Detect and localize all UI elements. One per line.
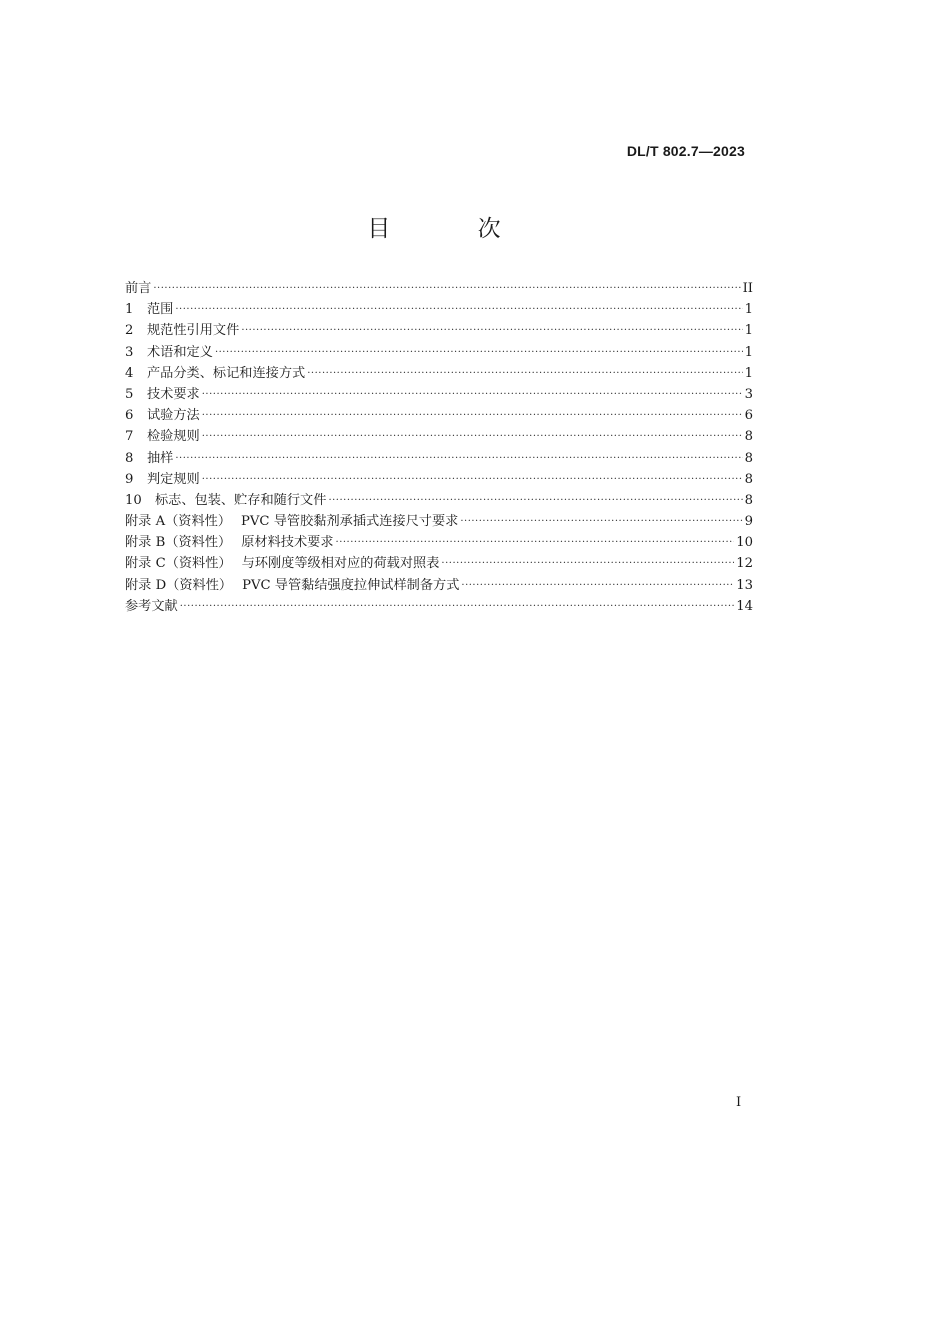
toc-entry-page: 12 [736,556,753,572]
toc-entry-2[interactable] [125,319,753,340]
toc-entry-page: 8 [744,429,753,445]
toc-leader-dots [175,453,742,464]
toc-entry-references[interactable] [125,595,753,616]
toc-appendix-prefix: 附录 A（资料性） [125,514,232,530]
toc-leader-dots [336,537,735,548]
toc-leader-dots [202,410,743,421]
toc-leader-dots [441,558,734,569]
toc-entry-label: 试验方法 [147,408,200,424]
toc-entry-preface[interactable] [125,277,753,298]
toc-entry-3[interactable] [125,341,753,362]
toc-leader-dots [175,304,742,315]
toc-entry-page: 13 [736,577,753,593]
table-of-contents [125,277,753,616]
toc-appendix-prefix: 附录 C（资料性） [125,556,232,572]
toc-entry-page: 1 [744,365,753,381]
toc-leader-dots [460,516,742,527]
toc-entry-page: 6 [744,408,753,424]
toc-entry-page: 8 [744,492,753,508]
toc-entry-page: 14 [736,598,753,614]
toc-entry-appendix-d[interactable] [125,574,753,595]
toc-entry-number: 3 [125,344,134,360]
page-title: 目 次 [367,216,541,242]
toc-entry-number: 4 [125,365,134,381]
toc-entry-appendix-c[interactable] [125,552,753,573]
toc-entry-label: 抽样 [147,450,174,466]
toc-leader-dots [328,495,742,506]
toc-entry-page: II [742,281,753,296]
toc-entry-label: 参考文献 [125,598,178,614]
toc-entry-number: 9 [125,471,134,487]
toc-entry-number: 1 [125,302,134,318]
toc-leader-dots [202,389,743,400]
toc-entry-page: 1 [744,302,753,318]
toc-entry-10[interactable] [125,489,753,510]
toc-entry-label: 判定规则 [147,471,200,487]
toc-leader-dots [202,431,743,442]
toc-leader-dots [215,347,743,358]
toc-entry-label: 前言 [125,281,152,296]
toc-entry-label: 技术要求 [147,386,200,402]
toc-entry-label: 规范性引用文件 [147,323,240,339]
toc-entry-label: PVC 导管黏结强度拉伸试样制备方式 [242,577,460,593]
toc-entry-page: 8 [744,471,753,487]
toc-entry-number: 5 [125,386,134,402]
toc-entry-8[interactable] [125,447,753,468]
toc-entry-page: 1 [744,344,753,360]
toc-entry-number: 7 [125,429,134,445]
toc-entry-label: 标志、包装、贮存和随行文件 [155,492,327,508]
toc-entry-5[interactable] [125,383,753,404]
toc-entry-label: 范围 [147,302,174,318]
toc-entry-7[interactable] [125,425,753,446]
toc-entry-1[interactable] [125,298,753,319]
toc-entry-page: 8 [744,450,753,466]
toc-leader-dots [202,474,743,485]
toc-entry-number: 8 [125,450,134,466]
toc-leader-dots [180,601,734,612]
toc-entry-page: 10 [736,535,753,551]
toc-entry-label: 产品分类、标记和连接方式 [147,365,306,381]
toc-entry-page: 9 [744,514,753,530]
toc-entry-number: 10 [125,492,142,508]
toc-entry-6[interactable] [125,404,753,425]
toc-entry-page: 3 [744,386,753,402]
toc-entry-9[interactable] [125,468,753,489]
toc-entry-label: 术语和定义 [147,344,213,360]
toc-leader-dots [461,580,734,591]
document-code: DL/T 802.7—2023 [626,143,745,159]
page-number: I [736,1095,742,1110]
toc-entry-label: PVC 导管胶黏剂承插式连接尺寸要求 [241,514,459,530]
toc-entry-number: 6 [125,408,134,424]
toc-entry-appendix-a[interactable] [125,510,753,531]
toc-entry-appendix-b[interactable] [125,531,753,552]
toc-leader-dots [153,283,740,294]
toc-appendix-prefix: 附录 B（资料性） [125,535,232,551]
toc-entry-label: 检验规则 [147,429,200,445]
toc-entry-4[interactable] [125,362,753,383]
toc-leader-dots [241,325,742,336]
toc-entry-page: 1 [744,323,753,339]
toc-entry-number: 2 [125,323,134,339]
toc-entry-label: 与环刚度等级相对应的荷载对照表 [241,556,440,572]
toc-appendix-prefix: 附录 D（资料性） [125,577,233,593]
toc-entry-label: 原材料技术要求 [241,535,334,551]
toc-leader-dots [307,368,742,379]
